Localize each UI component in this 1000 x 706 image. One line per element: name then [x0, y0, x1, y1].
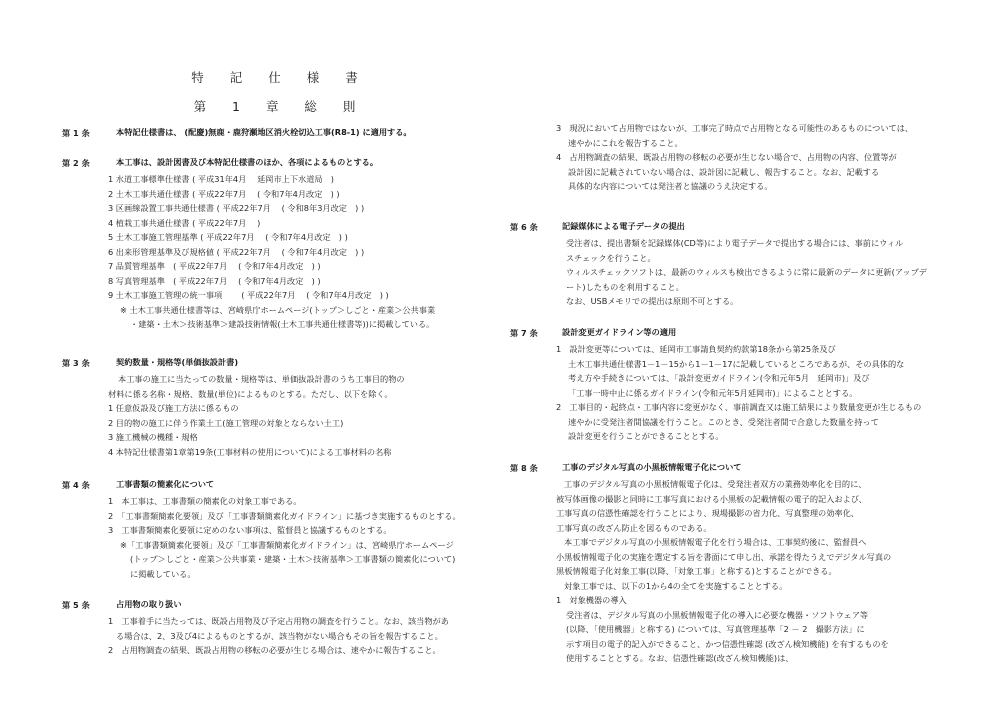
article-heading: 本特記仕様書は、 (配慶)無鹿・鹿狩瀬地区消火栓切込工事(R8-1) に適用する。	[116, 127, 412, 137]
article-line: 1 水道工事標準仕様書 ( 平成31年4月 延岡市上下水道局 )	[108, 174, 334, 184]
article-line: る場合は、2、3及び4によるものとするが、該当物がない場合もその旨を報告すること。	[116, 630, 443, 641]
article-line: 使用することとする。なお、信憑性確認(改ざん検知機能)は、	[566, 653, 794, 663]
article-heading: 設計変更ガイドライン等の適用	[562, 327, 677, 337]
article-line: 工事写真の改ざん防止を図るものである。	[556, 522, 712, 533]
article-line: 被写体画像の撮影と同時に工事写真における小黒板の記載情報の電子的記入および、	[556, 493, 867, 504]
article-line: 黒板情報電子化対象工事(以降、「対象工事」と称する)とすることができる。	[556, 566, 837, 576]
article-line: 6 出来形管理基準及び規格値 ( 平成22年7月 ( 令和7年4月改定 ) )	[108, 246, 365, 257]
article-line: 3 工事書類簡素化要領に定めのない事項は、監督員と協議するものとする。	[108, 525, 392, 535]
article-line: ※ 土木工事共通仕様書等は、宮崎県庁ホームページ(トップ＞しごと・産業＞公共事業	[120, 304, 436, 315]
article-heading: 記録媒体による電子データの提出	[562, 221, 685, 231]
article-line: 2 土木工事共通仕様書 ( 平成22年7月 ( 令和7年4月改定 ) )	[108, 188, 340, 199]
article-line: 受注者は、デジタル写真の小黒板情報電子化の導入に必要な機器・ソフトウェア等	[566, 609, 869, 620]
article-line: 材料に係る名称・規格、数量(単位)によるものとする。ただし、以下を除く。	[108, 388, 393, 399]
article-number: 第 1 条	[62, 128, 90, 138]
article-number: 第 7 条	[510, 328, 538, 338]
article-line: 8 写真管理基準 ( 平成22年7月 ( 令和7年4月改定 ) )	[108, 275, 321, 286]
article-line: に掲載している。	[130, 568, 196, 579]
article-line: 4 本特記仕様書第1章第19条(工事材料の使用について)による工事材料の名称	[108, 446, 392, 457]
article-heading: 占用物の取り扱い	[116, 599, 182, 609]
article-line: 工事写真の信憑性確認を行うことにより、現場撮影の省力化、写真整理の効率化、	[556, 508, 859, 518]
article-line: 考え方や手続きについては、「設計変更ガイドライン(令和元年5月 延岡市)」及び	[568, 373, 870, 383]
article-line: 「工事一時中止に係るガイドライン(令和元年5月延岡市)」によることとする。	[568, 387, 858, 398]
article-line: 対象工事では、以下の1から4の全てを実施することとする。	[564, 580, 788, 591]
article-heading: 工事書類の簡素化について	[116, 479, 215, 489]
article-line: 本工事の施工に当たっての数量・規格等は、単価抜設計書のうち工事目的物の	[118, 374, 405, 384]
article-line: なお、USBメモリでの提出は原則不可とする。	[566, 296, 739, 306]
article-line: 9 土木工事施工管理の統一事項 ( 平成22年7月 ( 令和7年4月改定 ) )	[108, 290, 389, 300]
article-line: 2 工事目的・起終点・工事内容に変更がなく、事前調査又は施工結果により数量変更が生じるもの	[556, 402, 922, 412]
article-line: 3 区画線設置工事共通仕様書 ( 平成22年7月 ( 令和8年3月改定 ) )	[108, 203, 365, 213]
article-line: 2 占用物調査の結果、既設占用物の移転の必要が生じる場合は、速やかに報告すること。	[108, 645, 441, 655]
article-line: 5 土木工事施工管理基準 ( 平成22年7月 ( 令和7年4月改定 ) )	[108, 232, 348, 242]
article-line: ※「工事書類簡素化要領」及び「工事書類簡素化ガイドライン」は、宮崎県庁ホームページ	[120, 539, 454, 550]
article-line: 3 現況において占用物ではないが、工事完了時点で占用物となる可能性のあるものについては、	[556, 123, 914, 133]
article-line: ・建築・土木＞技術基準＞建設技術情報(土木工事共通仕様書等))に掲載している。	[130, 319, 435, 329]
article-line: 2 「工事書類簡素化要領」及び「工事書類簡素化ガイドライン」に基づき実施するものとする。	[108, 510, 461, 521]
article-line: 3 施工機械の機種・規格	[108, 432, 198, 442]
article-line: 設計図に記載されていない場合は、設計図に記載し、報告すること。なお、記載する	[568, 166, 880, 177]
article-line: (トップ＞しごと・産業＞公共事業・建築・土木＞技術基準＞工事書類の簡素化について)	[130, 554, 456, 564]
article-line: 受注者は、提出書類を記録媒体(CD等)により電子データで提出する場合には、事前にウィル	[566, 238, 904, 248]
article-heading: 工事のデジタル写真の小黒板情報電子化について	[562, 462, 742, 472]
article-line: ウィルスチェックソフトは、最新のウィルスも検出できるように常に最新のデータに更新(アップデ	[566, 267, 927, 277]
article-number: 第 8 条	[510, 463, 538, 473]
article-number: 第 5 条	[62, 600, 90, 610]
article-line: 設計変更を行うことができることとする。	[568, 431, 724, 441]
article-number: 第 3 条	[62, 358, 90, 368]
chapter-heading: 第 1 章 総 則	[193, 99, 367, 114]
article-line: 1 本工事は、工事書類の簡素化の対象工事である。	[108, 496, 302, 506]
article-line: 示す項目の電子的記入ができること、かつ信憑性確認 (改ざん検知機能) を有するものを	[566, 638, 889, 649]
article-line: 速やかに受発注者間協議を行うこと。このとき、受発注者間で合意した数量を持って	[568, 416, 879, 427]
article-line: 1 対象機器の導入	[556, 595, 627, 605]
article-line: 本工事でデジタル写真の小黒板情報電子化を行う場合は、工事契約後に、監督員へ	[564, 537, 867, 547]
article-number: 第 2 条	[62, 158, 90, 168]
article-line: 具体的な内容については発注者と協議のうえ決定する。	[568, 181, 773, 191]
article-heading: 契約数量・規格等(単価抜設計書)	[116, 357, 239, 367]
article-line: 2 目的物の施工に伴う作業土工(施工管理の対象とならない土工)	[108, 417, 344, 428]
article-line: 4 占用物調査の結果、既設占用物の移転の必要が生じない場合で、占用物の内容、位置等が	[556, 152, 897, 162]
article-line: 4 植栽工事共通仕様書 ( 平成22年7月 )	[108, 217, 261, 228]
article-line: 土木工事共通仕様書1－1－15から1－1－17に記載しているところであるが、その具体的な	[568, 358, 905, 369]
article-line: 1 設計変更等については、延岡市工事請負契約約款第18条から第25条及び	[556, 344, 836, 354]
article-line: 1 任意仮設及び施工方法に係るもの	[108, 403, 239, 413]
article-line: 工事のデジタル写真の小黒板情報電子化は、受発注者双方の業務効率化を目的に、	[564, 479, 867, 489]
article-line: 小黒板情報電子化の実施を選定する旨を書面にて申し出、承諾を得たうえでデジタル写真の	[556, 551, 892, 562]
article-line: ート)したものを利用すること。	[566, 281, 684, 292]
article-heading: 本工事は、設計図書及び本特記仕様書のほか、各項によるものとする。	[116, 157, 379, 167]
article-line: 7 品質管理基準 ( 平成22年7月 ( 令和7年4月改定 ) )	[108, 261, 321, 271]
article-line: 速やかにこれを報告すること。	[568, 137, 683, 148]
article-line: 1 工事着手に当たっては、既設占用物及び予定占用物の調査を行うこと。なお、該当物があ	[108, 616, 449, 626]
document-title: 特 記 仕 様 書	[191, 70, 369, 85]
article-number: 第 6 条	[510, 222, 538, 232]
article-line: (以降、「使用機器」と称する) については、写真管理基準「2 － 2 撮影方法」に	[566, 624, 865, 634]
article-number: 第 4 条	[62, 480, 90, 490]
article-line: スチェックを行うこと。	[566, 252, 656, 263]
